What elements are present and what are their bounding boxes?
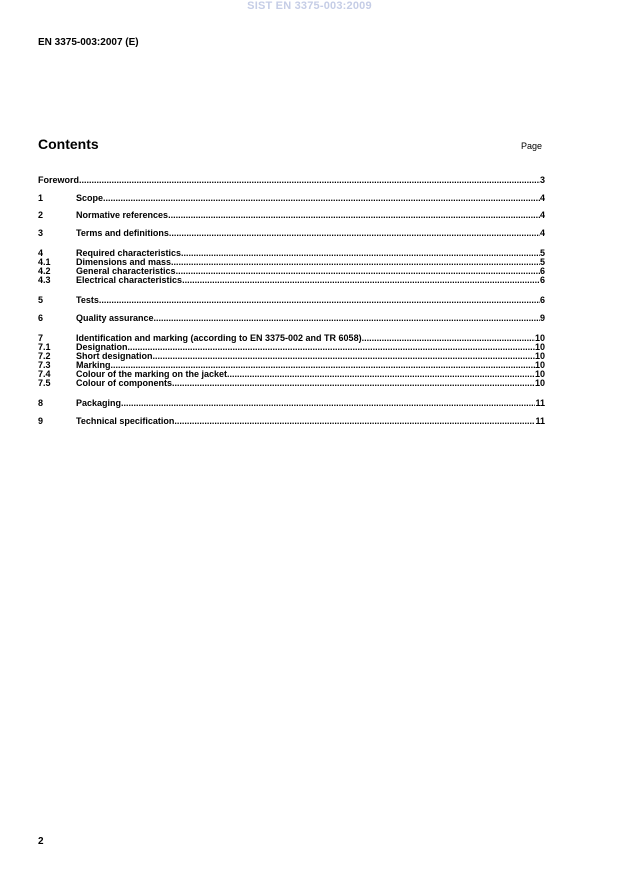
toc-entry-2[interactable] xyxy=(38,211,545,220)
toc-entry-7-5[interactable] xyxy=(38,379,545,388)
toc-entry-8[interactable] xyxy=(38,399,545,408)
toc-entry-title: Electrical characteristics xyxy=(76,275,183,285)
toc-entry-number: 4.3 xyxy=(38,275,51,285)
toc-dot-leader xyxy=(172,379,535,388)
toc-entry-number: 8 xyxy=(38,398,44,408)
toc-entry-page: 10 xyxy=(534,351,545,361)
toc-entry-number: 4 xyxy=(38,248,44,258)
toc-entry-title: Colour of components xyxy=(76,378,172,388)
toc-entry-6[interactable] xyxy=(38,314,545,323)
toc-entry-number: 7 xyxy=(38,333,44,343)
toc-entry-7-2[interactable] xyxy=(38,352,545,361)
toc-entry-page: 10 xyxy=(534,333,545,343)
toc-entry-page: 10 xyxy=(534,378,545,388)
toc-entry-title: Designation xyxy=(76,342,128,352)
toc-entry-page: 11 xyxy=(535,398,545,408)
toc-entry-page: 5 xyxy=(539,257,545,267)
toc-dot-leader xyxy=(99,296,540,305)
toc-entry-number: 4.2 xyxy=(38,266,51,276)
toc-entry-page: 6 xyxy=(539,275,545,285)
toc-dot-leader xyxy=(168,211,540,220)
toc-entry-number: 7.1 xyxy=(38,342,51,352)
page-column-label: Page xyxy=(521,141,543,151)
document-id: EN 3375-003:2007 (E) xyxy=(38,37,139,48)
toc-dot-leader xyxy=(154,314,540,323)
page-number: 2 xyxy=(38,836,44,847)
toc-entry-foreword[interactable] xyxy=(38,176,545,185)
toc-entry-number: 1 xyxy=(38,193,44,203)
toc-entry-page: 10 xyxy=(534,342,545,352)
toc-entry-title: Scope xyxy=(76,193,104,203)
toc-entry-1[interactable] xyxy=(38,194,545,203)
toc-entry-number: 6 xyxy=(38,313,44,323)
toc-dot-leader xyxy=(182,276,540,285)
watermark: SIST EN 3375-003:2009 xyxy=(247,0,372,12)
toc-entry-page: 5 xyxy=(539,248,545,258)
toc-entry-page: 4 xyxy=(539,210,545,220)
toc-entry-title: Colour of the marking on the jacket xyxy=(76,369,228,379)
toc-entry-number: 7.3 xyxy=(38,360,51,370)
toc-dot-leader xyxy=(181,249,540,258)
toc-entry-page: 6 xyxy=(539,295,545,305)
toc-entry-page: 4 xyxy=(539,193,545,203)
toc-dot-leader xyxy=(174,417,535,426)
toc-dot-leader xyxy=(121,399,535,408)
toc-entry-4-3[interactable] xyxy=(38,276,545,285)
toc-dot-leader xyxy=(176,267,540,276)
toc-entry-title: Foreword xyxy=(38,175,80,185)
toc-entry-3[interactable] xyxy=(38,229,545,238)
toc-entry-title: Identification and marking (according to EN 3375-002 and TR 6058) xyxy=(76,333,362,343)
toc-dot-leader xyxy=(79,176,540,185)
toc-entry-page: 10 xyxy=(534,369,545,379)
toc-entry-page: 11 xyxy=(535,416,545,426)
toc-dot-leader xyxy=(103,194,540,203)
toc-entry-page: 6 xyxy=(539,266,545,276)
toc-entry-title: Normative references xyxy=(76,210,169,220)
toc-entry-number: 7.2 xyxy=(38,351,51,361)
toc-entry-number: 3 xyxy=(38,228,44,238)
toc-entry-title: Packaging xyxy=(76,398,122,408)
toc-dot-leader xyxy=(227,370,535,379)
toc-entry-number: 2 xyxy=(38,210,44,220)
toc-entry-number: 7.4 xyxy=(38,369,51,379)
toc-dot-leader xyxy=(128,343,535,352)
toc-entry-page: 4 xyxy=(539,228,545,238)
toc-dot-leader xyxy=(153,352,535,361)
toc-dot-leader xyxy=(171,258,540,267)
toc-dot-leader xyxy=(362,334,535,343)
toc-entry-title: Quality assurance xyxy=(76,313,154,323)
toc-entry-title: General characteristics xyxy=(76,266,176,276)
toc-entry-number: 4.1 xyxy=(38,257,51,267)
toc-entry-5[interactable] xyxy=(38,296,545,305)
toc-entry-page: 9 xyxy=(539,313,545,323)
toc-entry-title: Marking xyxy=(76,360,111,370)
toc-dot-leader xyxy=(169,229,540,238)
toc-entry-title: Short designation xyxy=(76,351,153,361)
toc-entry-page: 10 xyxy=(534,360,545,370)
toc-entry-title: Terms and definitions xyxy=(76,228,169,238)
toc-entry-9[interactable] xyxy=(38,417,545,426)
toc-entry-title: Tests xyxy=(76,295,99,305)
toc-entry-page: 3 xyxy=(539,175,545,185)
table-of-contents xyxy=(38,176,545,426)
toc-entry-title: Dimensions and mass xyxy=(76,257,172,267)
toc-entry-number: 5 xyxy=(38,295,44,305)
contents-title: Contents xyxy=(38,136,99,152)
toc-entry-title: Required characteristics xyxy=(76,248,182,258)
toc-entry-title: Technical specification xyxy=(76,416,175,426)
toc-entry-number: 9 xyxy=(38,416,44,426)
toc-entry-number: 7.5 xyxy=(38,378,51,388)
